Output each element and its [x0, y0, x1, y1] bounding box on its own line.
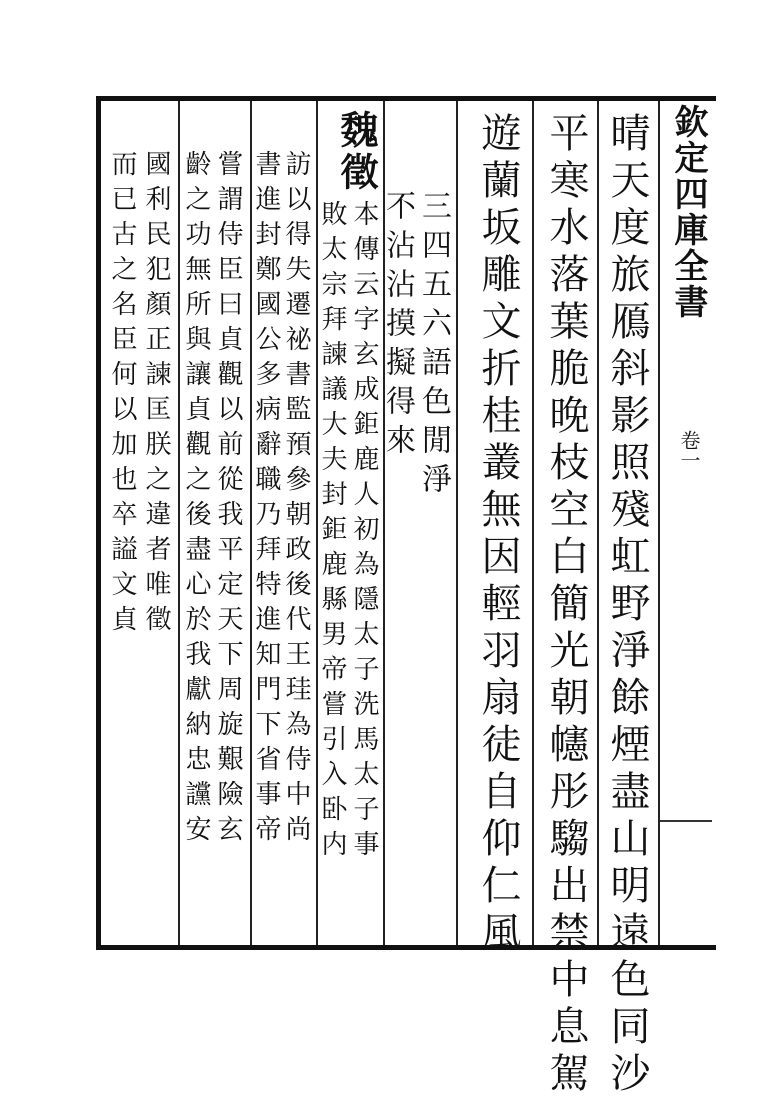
bio-line-4: 書進封鄭國公多病辭職乃拜特進知門下省事帝: [251, 150, 281, 850]
book-title: 欽定四庫全書: [668, 104, 708, 320]
column-rule: [532, 101, 534, 945]
poem-line-3: 遊蘭坂雕文折桂叢無因輕羽扇徒自仰仁風: [475, 112, 521, 958]
margin-tick: [660, 820, 712, 822]
author-name: 魏徵: [334, 110, 379, 194]
volume-label: 卷一: [677, 430, 701, 470]
bio-line-3: 訪以得失遷祕書監預參朝政後代王珪為侍中尚: [281, 150, 311, 850]
note-line-1: 三四五六語色閒淨: [416, 190, 451, 502]
bio-line-5: 嘗謂侍臣曰貞觀以前從我平定天下周旋艱險玄: [213, 150, 243, 850]
bio-line-1: 本傳云字玄成鉅鹿人初為隱太子洗馬太子事: [349, 200, 379, 865]
poem-line-2: 平寒水落葉脆晚枝空白簡光朝幰彤騶出禁中息駕: [543, 112, 589, 1099]
bio-line-2: 敗太宗拜諫議大夫封鉅鹿縣男帝嘗引入卧内: [317, 200, 347, 865]
bio-line-7: 國利民犯顏正諫匡朕之違者唯徵: [141, 150, 171, 640]
column-rule: [456, 101, 458, 945]
note-line-2: 不沾沾摸擬得來: [380, 190, 415, 463]
bio-line-8: 而已古之名臣何以加也卒謚文貞: [107, 150, 137, 640]
bio-line-6: 齡之功無所與讓貞觀之後盡心於我獻納忠讜安: [181, 150, 211, 850]
poem-line-1: 晴天度旅鴈斜影照殘虹野淨餘煙盡山明遠色同沙: [604, 112, 650, 1099]
